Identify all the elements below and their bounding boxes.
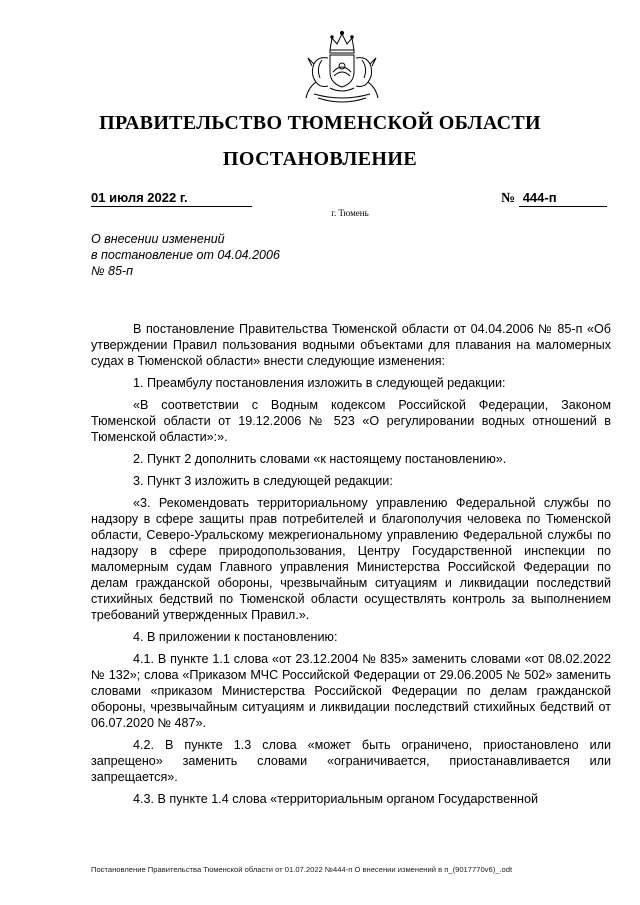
document-subject	[91, 231, 391, 279]
body-paragraph-9: 4.2. В пункте 1.3 слова «может быть ограничено, приостановлено или запрещено» заменить словами «ограничивается, приостанавливается или запрещается».	[91, 738, 611, 784]
coat-of-arms-icon	[300, 28, 384, 108]
body-paragraph-4: 2. Пункт 2 дополнить словами «к настоящему постановлению».	[133, 452, 507, 466]
body-paragraph-5: 3. Пункт 3 изложить в следующей редакции:	[133, 474, 393, 488]
document-footer: Постановление Правительства Тюменской области от 01.07.2022 №444-п О внесении изменений в п_(9017770v6)_.odt	[91, 865, 513, 874]
document-number: 444-п	[519, 190, 607, 207]
body-paragraph-1: В постановление Правительства Тюменской области от 04.04.2006 № 85-п «Об утверждении Правил пользования водными объектами для плавания на маломерных судах в Тюменской области» внести следующие изменения:	[91, 322, 611, 368]
body-paragraph-7: 4. В приложении к постановлению:	[133, 630, 338, 644]
document-type-title: ПОСТАНОВЛЕНИЕ	[222, 148, 418, 170]
body-paragraph-8: 4.1. В пункте 1.1 слова «от 23.12.2004 № 835» заменить словами «от 08.02.2022 № 132»; слова «Приказом МЧС Российской Федерации от 29.06.2005 № 502» заменить словами «приказом Министерства Российской Федерации по делам гражданской обороны, чрезвычайным ситуациям и ликвидации последствий стихийных бедствий от 06.07.2020 № 487».	[91, 652, 611, 730]
document-date: 01 июля 2022 г.	[91, 190, 252, 207]
number-sign: №	[501, 191, 516, 206]
subject-line-1: О внесении изменений	[91, 232, 225, 246]
document-city: г. Тюмень	[331, 208, 369, 218]
government-title: ПРАВИТЕЛЬСТВО ТЮМЕНСКОЙ ОБЛАСТИ	[99, 112, 541, 134]
document-number-block	[501, 190, 604, 207]
document-body	[91, 321, 611, 813]
body-paragraph-2: 1. Преамбулу постановления изложить в следующей редакции:	[133, 376, 506, 390]
subject-line-3: № 85-п	[91, 264, 133, 278]
body-paragraph-3: «В соответствии с Водным кодексом Российской Федерации, Законом Тюменской области от 19.12.2006 № 523 «О регулировании водных отношений в Тюменской области»:».	[91, 398, 611, 444]
body-paragraph-6: «3. Рекомендовать территориальному управлению Федеральной службы по надзору в сфере защиты прав потребителей и благополучия человека по Тюменской области, Северо-Уральскому межрегиональному управлению Федеральной службы по надзору в сфере природопользования, Центру Государственной инспекции по маломерным судам Главного управления Министерства Российской Федерации по делам гражданской обороны, чрезвычайным ситуациям и ликвидации последствий стихийных бедствий по Тюменской области осуществлять контроль за выполнением требований утвержденных Правил.».	[91, 496, 611, 622]
subject-line-2: в постановление от 04.04.2006	[91, 248, 280, 262]
body-paragraph-10: 4.3. В пункте 1.4 слова «территориальным органом Государственной	[133, 792, 539, 806]
